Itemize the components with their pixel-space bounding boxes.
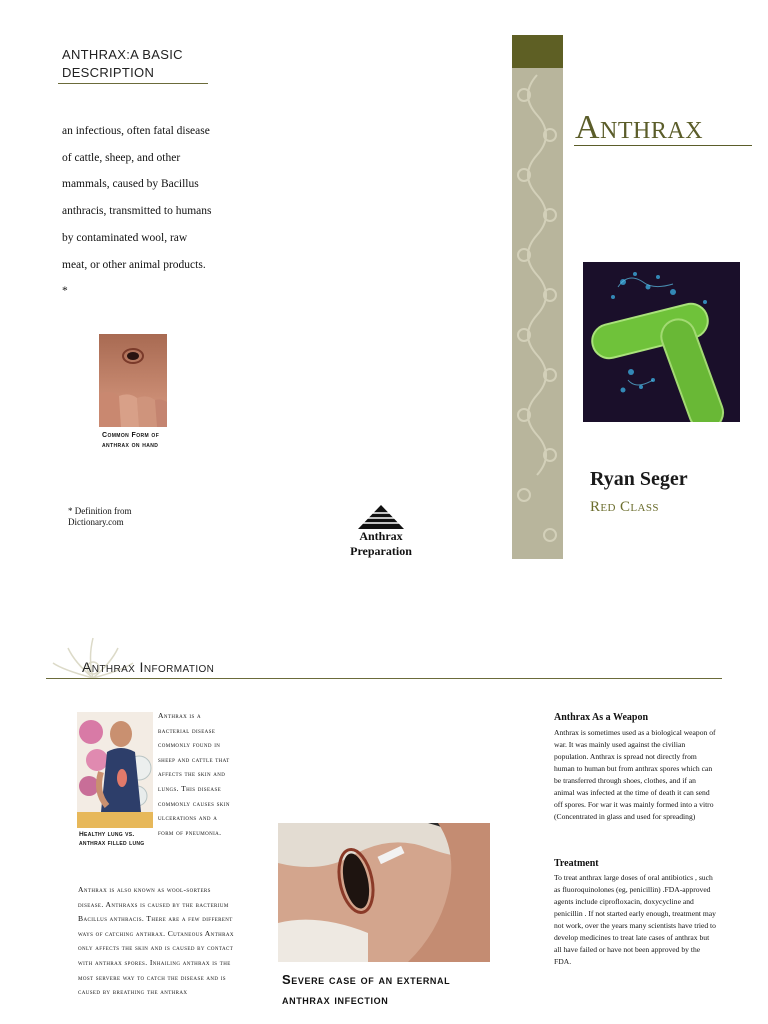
treatment-heading: Treatment [554,858,599,869]
weapon-heading: Anthrax As a Weapon [554,712,649,723]
section-title-basic-description: ANTHRAX:A BASIC DESCRIPTION [62,47,183,80]
band-header-block [512,35,563,68]
lung-caption: Healthy lung vs. anthrax filled lung [79,831,145,847]
info-paragraph-top: Anthrax is a bacterial disease commonly found in sheep and cattle that affects the skin and lungs. This disease commonly causes skin ulcerations and a form of pneumonia. [158,711,230,837]
ornamental-band [512,35,563,559]
weapon-text: Anthrax is sometimes used as a biological weapon of war. It was mainly used against the civilian population. Anthrax is spread not directly from human to human but from anthrax spores which can be transferred through shoes, clothes, and if an animal was infected at the time of death it can send off spores. For war it was mainly formed into a vitro (Concentrated in glass and used for spreading) [554,728,716,821]
cover-title-underline [574,145,752,146]
cover-title: Anthrax [575,109,704,146]
lung-comparison-illustration [77,712,153,828]
definition-text: an infectious, often fatal disease of cattle, sheep, and other mammals, caused by Bacillus anthracis, transmitted to humans by contaminated wool, raw meat, or other animal products. * [62,125,212,298]
hand-infection-photo [99,334,167,427]
info-paragraph-bottom: Anthrax is also known as wool-sorters disease. Anthraxs is caused by the bacterium Bacillus anthracis. There are a few different ways of catching anthrax. Cutaneous Anthrax only affects the skin and is caused by contact with anthrax spores. Inhailing anthrax is the most servere way to catch the disease and is caused by breathing the anthrax [78,885,234,997]
logo-line-1: Anthrax [359,529,403,543]
neck-infection-photo [278,823,490,962]
neck-photo-caption: Severe case of an external anthrax infection [282,972,451,1007]
hand-photo-caption: Common Form of anthrax on hand [102,432,160,449]
treatment-text: To treat anthrax large doses of oral antibiotics , such as fluoroquinolones (eg, penicillin) .FDA-approved agents include ciprofloxacin, doxycycline and penicillin . If not started early enough, treatment may not work, over the years many scientists have tried to develop medicines to treat late cases of anthrax but all have failed or have not been approved by the FDA. [554,873,716,966]
author-name: Ryan Seger [590,468,688,490]
section-title-anthrax-information: Anthrax Information [82,659,215,675]
section-divider [58,83,208,84]
logo-triangle-icon [358,505,404,529]
logo-line-2: Preparation [350,544,412,558]
definition-source: * Definition from Dictionary.com [68,506,132,527]
section-divider [46,678,722,679]
bacteria-micrograph [583,262,740,422]
class-name: Red Class [590,499,659,515]
anthrax-preparation-logo [338,505,424,559]
